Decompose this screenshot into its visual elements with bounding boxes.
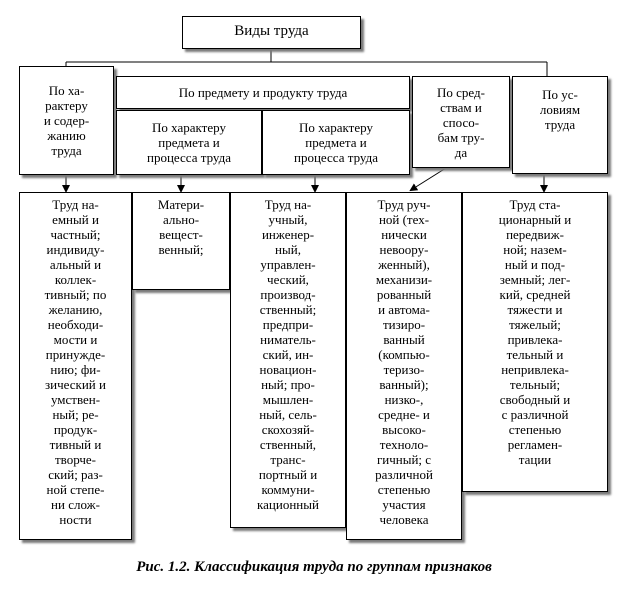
criterion-means-box: [412, 76, 510, 168]
leaf-material-box: [132, 192, 230, 290]
leaf-material-text: Матери- ально- вещест- венный;: [157, 197, 205, 257]
criterion-conditions-label: По ус- ловиям труда: [539, 87, 581, 132]
leaf-conditions-text: Труд ста- ционарный и передвиж- ной; назем- ный и под- земный; лег- кий, средней тяжести и тяжелый; привлека- тельный и непривлека- тельный; свободный и с различной степенью регламен- тации: [498, 197, 572, 467]
criterion-character-label: По ха- рактеру и содер- жанию труда: [43, 83, 90, 158]
leaf-character-box: [19, 192, 132, 540]
leaf-conditions-box: [462, 192, 608, 492]
leaf-means-text: Труд руч- ной (тех- нически невоору- женный), механизи- рованный и автома- тизиро- ванный (компью- теризо- ванный); низко-, средне- и высоко- техноло- гичный; с различной степенью участия человека: [375, 197, 433, 527]
leaf-professions-text: Труд на- учный, инженер- ный, управлен- ческий, производ- ственный; предпри- ниматель- ский, ин- новацион- ный; про- мышлен- ный, сель- скохозяй- ственный, транс- портный и коммуни- кационный: [257, 197, 319, 512]
root-label: Виды труда: [234, 23, 309, 39]
criterion-subject-b-box: [262, 110, 410, 175]
leaf-character-text: Труд на- емный и частный; индивиду- альный и коллек- тивный; по желанию, необходи- мости и принужде- нию; фи- зический и умствен- ный; ре- продук- тивный и творче- ский; раз- ной степе- ни слож- ности: [44, 197, 107, 527]
root-box: [182, 16, 361, 49]
criterion-subject-a-box: [116, 110, 262, 175]
criterion-subject-b-label: По характеру предмета и процесса труда: [294, 120, 378, 165]
criterion-character-box: [19, 66, 114, 175]
figure-caption: Рис. 1.2. Классификация труда по группам признаков: [136, 559, 492, 575]
criterion-means-label: По сред- ствам и спосо- бам тру- да: [437, 84, 485, 160]
arrow-means: [411, 168, 446, 190]
criterion-subject-a-label: По характеру предмета и процесса труда: [147, 120, 231, 165]
criterion-subject-label: По предмету и продукту труда: [178, 85, 348, 100]
leaf-professions-box: [230, 192, 346, 528]
leaf-means-box: [346, 192, 462, 540]
criterion-subject-box: [116, 76, 410, 109]
criterion-conditions-box: [512, 76, 608, 174]
